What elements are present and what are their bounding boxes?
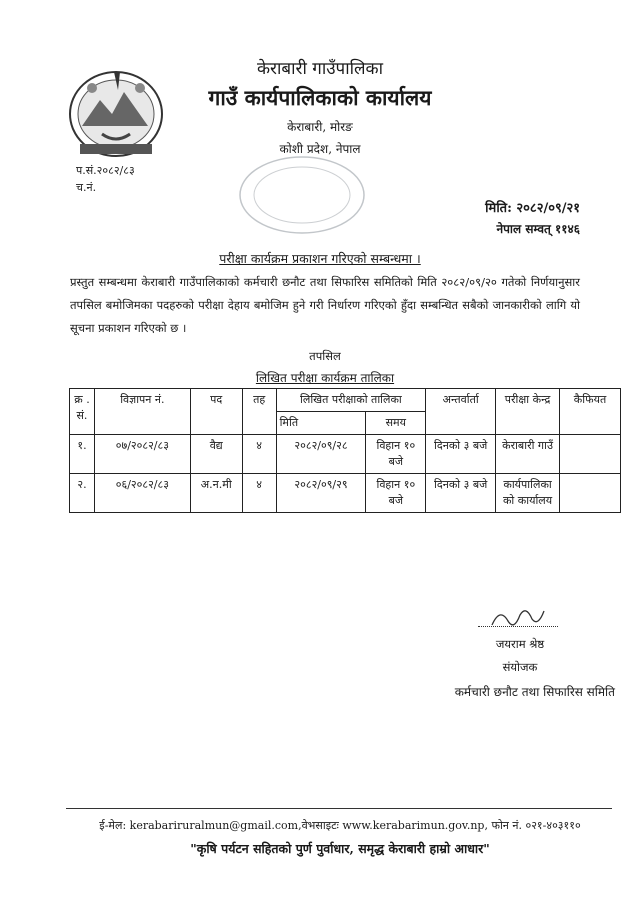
address-line-1: केराबारी, मोरङ (287, 120, 353, 134)
header-date: मिति (276, 412, 366, 435)
nepal-samvat-date: नेपाल सम्वत् ११४६ (496, 222, 580, 236)
cell-post: अ.न.मी (190, 474, 242, 513)
header-interview: अन्तर्वार्ता (426, 389, 496, 435)
table-row (70, 435, 621, 474)
header-post: पद (190, 389, 242, 435)
cell-advert-no: ०६/२०८२/८३ (94, 474, 190, 513)
footer-slogan: "कृषि पर्यटन सहितको पुर्ण पुर्वाधार, समृद्ध केराबारी हाम्रो आधार" (190, 841, 490, 856)
cell-date: २०८२/०९/२९ (276, 474, 366, 513)
signatory-role: संयोजक (502, 660, 538, 674)
footer-contact: ई-मेल: kerabariruralmun@gmail.com,वेभसाइटः www.kerabarimun.gov.np, फोन नं. ०२१-४०३११० (99, 819, 581, 832)
letter-date: मिति: २०८२/०९/२१ (485, 201, 580, 216)
office-name: गाउँ कार्यपालिकाको कार्यालय (208, 85, 432, 110)
cell-time: विहान १० बजे (366, 435, 426, 474)
header-sn: क्र . सं. (70, 389, 95, 435)
cell-remarks (560, 435, 621, 474)
nepal-emblem-icon (62, 64, 170, 162)
office-seal-stamp (232, 150, 372, 240)
header-center: परीक्षा केन्द्र (496, 389, 560, 435)
signatory-name: जयराम श्रेष्ठ (495, 637, 545, 651)
cell-level: ४ (242, 435, 276, 474)
cell-level: ४ (242, 474, 276, 513)
table-row (70, 474, 621, 513)
tapasil-heading: तपसिल (309, 349, 341, 363)
signature-mark (488, 603, 548, 633)
cell-center: केराबारी गाउँ (496, 435, 560, 474)
subject-text: परीक्षा कार्यक्रम प्रकाशन गरिएको सम्बन्धमा । (219, 251, 421, 266)
table-header-row (70, 389, 621, 412)
exam-schedule-table (69, 388, 621, 513)
cell-remarks (560, 474, 621, 513)
cell-interview: दिनको ३ बजे (426, 474, 496, 513)
reference-number: प.सं.२०८२/८३ (76, 164, 135, 177)
cell-center: कार्यपालिका को कार्यालय (496, 474, 560, 513)
cell-date: २०८२/०९/२८ (276, 435, 366, 474)
cell-post: वैद्य (190, 435, 242, 474)
table-title (70, 369, 580, 386)
subject-line (70, 250, 570, 267)
header-time: समय (366, 412, 426, 435)
signatory-committee: कर्मचारी छनौट तथा सिफारिस समिति (454, 685, 615, 699)
address-line-2: कोशी प्रदेश, नेपाल (279, 142, 361, 156)
cell-interview: दिनको ३ बजे (426, 435, 496, 474)
footer-divider (66, 808, 612, 809)
header-remarks: कैफियत (560, 389, 621, 435)
municipality-name: केराबारी गाउँपालिका (256, 59, 384, 79)
header-level: तह (242, 389, 276, 435)
header-advert-no: विज्ञापन नं. (94, 389, 190, 435)
cell-time: विहान १० बजे (366, 474, 426, 513)
dispatch-number: च.नं. (76, 181, 97, 194)
notice-body: प्रस्तुत सम्बन्धमा केराबारी गाउँपालिकाको कर्मचारी छनौट तथा सिफारिस समितिको मिति २०८२/०९/२० गतेको निर्णयानुसार तपसिल बमोजिमका पदहरुको परीक्षा देहाय बमोजिम हुने गरी निर्धारण गरिएको हुँदा सम्बन्धित सबैको जानकारीको लागि यो सूचना प्रकाशन गरिएको छ । (70, 275, 580, 335)
header-written-schedule: लिखित परीक्षाको तालिका (276, 389, 426, 412)
table-title-text: लिखित परीक्षा कार्यक्रम तालिका (255, 371, 395, 385)
cell-advert-no: ०७/२०८२/८३ (94, 435, 190, 474)
signature-line (478, 626, 558, 627)
cell-sn: २. (70, 474, 95, 513)
cell-sn: १. (70, 435, 95, 474)
